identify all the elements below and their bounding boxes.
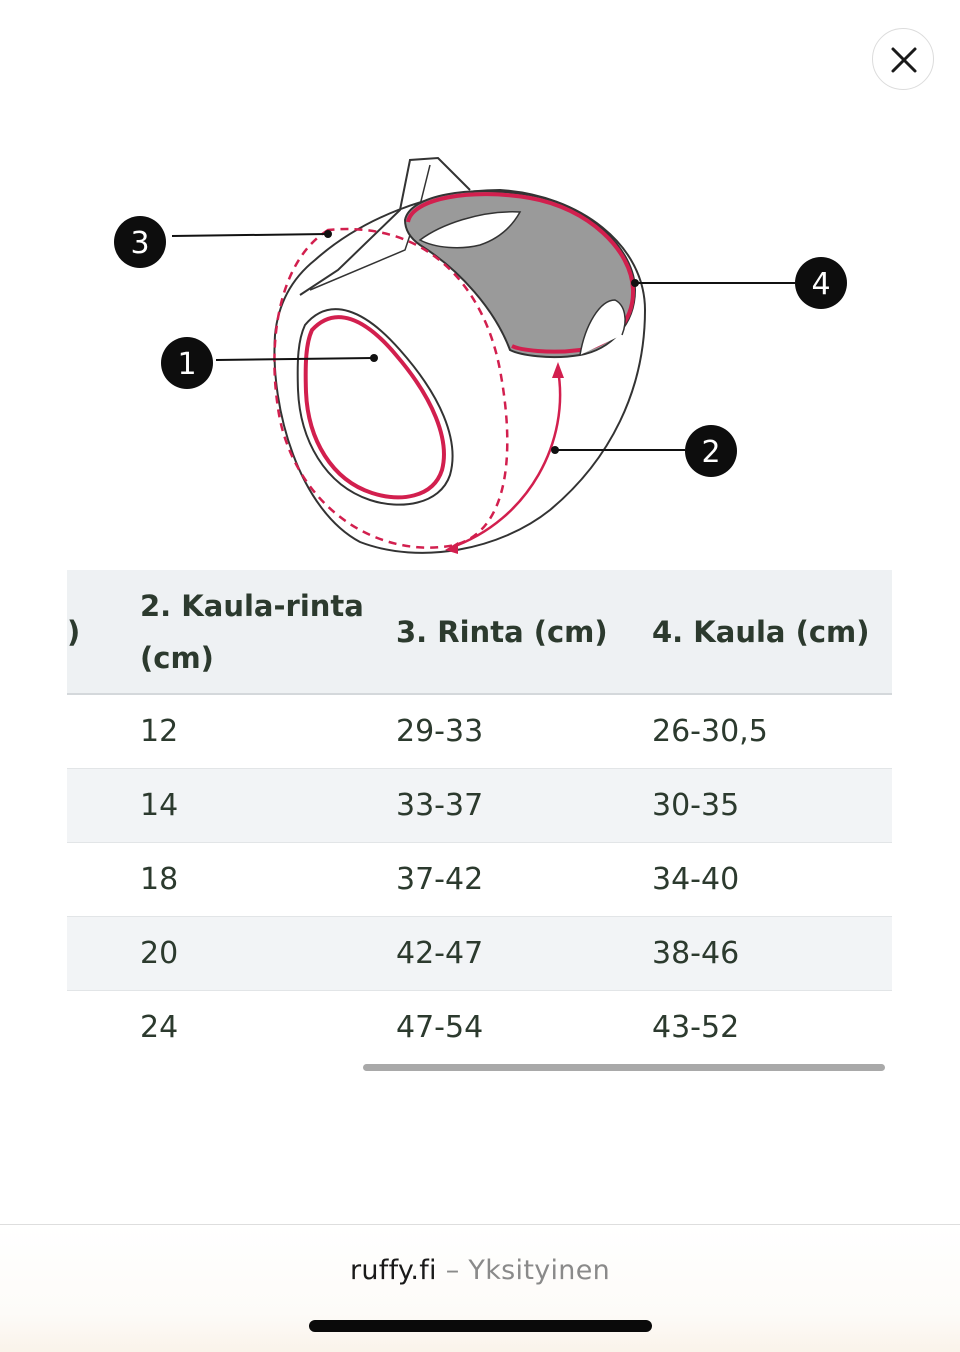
domain-separator: –	[445, 1255, 460, 1286]
table-cell: 47-54	[396, 1009, 484, 1045]
table-cell: 14	[140, 768, 396, 842]
table-cell: 38-46	[652, 916, 892, 990]
table-cell: 18	[140, 842, 396, 916]
private-mode-label: Yksityinen	[468, 1255, 611, 1286]
table-row	[67, 694, 892, 768]
header-neck: 4. Kaula (cm)	[652, 570, 892, 694]
table-cell	[67, 694, 140, 768]
table-cell: 26-30,5	[652, 694, 892, 768]
size-table-scroll-container[interactable]	[67, 570, 892, 1064]
marker-1-label: 1	[177, 347, 197, 382]
table-cell	[67, 768, 140, 842]
site-domain: ruffy.fi	[349, 1255, 437, 1286]
table-row	[67, 768, 892, 842]
table-cell	[67, 990, 140, 1064]
close-button[interactable]	[872, 28, 934, 90]
home-indicator[interactable]	[309, 1320, 652, 1332]
header-neck-chest: 2. Kaula-rinta (cm)	[140, 570, 396, 694]
header-chest: 3. Rinta (cm)	[396, 570, 652, 694]
table-cell: 42-47	[396, 916, 652, 990]
browser-bottom-bar	[0, 1224, 960, 1352]
table-cell	[67, 916, 140, 990]
marker-4-label: 4	[811, 267, 831, 302]
marker-3-label: 3	[130, 226, 150, 261]
close-icon	[873, 29, 935, 91]
header-col-1-cut: )	[67, 570, 140, 694]
table-cell	[67, 842, 140, 916]
marker-2-label: 2	[701, 435, 721, 470]
table-cell: 24	[140, 1009, 179, 1045]
table-cell: 29-33	[396, 694, 652, 768]
harness-measurement-diagram	[100, 150, 860, 560]
table-cell: 12	[140, 694, 396, 768]
table-cell: 33-37	[396, 768, 652, 842]
table-cell: 20	[140, 916, 396, 990]
table-header-row	[67, 570, 892, 694]
size-table	[67, 570, 892, 1064]
table-horizontal-scrollbar[interactable]	[363, 1064, 885, 1071]
table-cell: 37-42	[396, 842, 652, 916]
table-row	[67, 842, 892, 916]
address-bar[interactable]	[0, 1255, 960, 1286]
table-cell: 30-35	[652, 768, 892, 842]
table-cell: 43-52	[652, 1009, 740, 1045]
table-cell: 34-40	[652, 842, 892, 916]
table-row	[67, 990, 892, 1064]
table-row	[67, 916, 892, 990]
